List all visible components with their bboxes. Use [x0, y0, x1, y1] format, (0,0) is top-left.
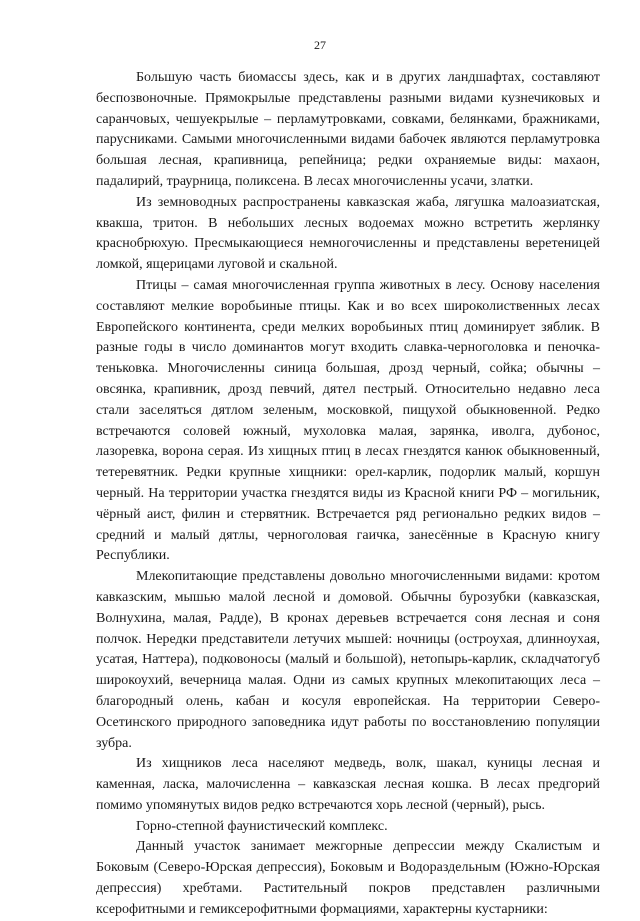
page-number: 27	[314, 38, 326, 52]
paragraph-mammals: Млекопитающие представлены довольно многочисленными видами: кротом кавказским, мышью малой лесной и домовой. Обычны бурозубки (кавказская, Волнухина, малая, Радде), В кронах деревьев встречается соня лесная и соня полчок. Нередки представители летучих мышей: ночницы (остроухая, длинноухая, усатая, Наттера), подковоносы (малый и большой), нетопырь-карлик, складчатогуб широкоухий, вечерница малая. Одни из самых крупных млекопитающих леса – благородный олень, кабан и косуля европейская. На территории Северо-Осетинского природного заповедника идут работы по восстановлению популяции зубра.	[96, 569, 600, 751]
section-heading-mountain-steppe: Горно-степной фаунистический комплекс.	[136, 818, 388, 834]
paragraph-invertebrates: Большую часть биомассы здесь, как и в других ландшафтах, составляют беспозвоночные. Прямокрылые представлены разными видами кузнечиковых и саранчовых, чешуекрылые – перламутровками, совками, белянками, бражниками, парусниками. Самыми многочисленными видами бабочек являются перламутровка большая лесная, крапивница, репейница; редки охраняемые виды: махаон, падалирий, траурница, поликсена. В лесах многочисленны усачи, златки.	[96, 70, 600, 189]
document-body	[96, 68, 600, 921]
paragraph-plot-description: Данный участок занимает межгорные депрессии между Скалистым и Боковым (Северо-Юрская депрессия), Боковым и Водораздельным (Южно-Юрская депрессия) хребтами. Растительный покров представлен различными ксерофитными и гемиксерофитными формациями, характерны кустарники:	[96, 839, 600, 917]
paragraph-predators: Из хищников леса населяют медведь, волк, шакал, куницы лесная и каменная, ласка, малочисленна – кавказская лесная кошка. В лесах предгорий помимо упомянутых видов редко встречаются хорь лесной (черный), рысь.	[96, 756, 600, 813]
paragraph-amphibians: Из земноводных распространены кавказская жаба, лягушка малоазиатская, квакша, тритон. В небольших лесных водоемах можно встретить жерлянку краснобрюхую. Пресмыкающиеся немногочисленны и представлены веретеницей ломкой, ящерицами луговой и скальной.	[96, 194, 600, 273]
paragraph-birds: Птицы – самая многочисленная группа животных в лесу. Основу населения составляют мелкие воробьиные птицы. Как и во всех широколиственных лесах Европейского континента, среди мелких воробьиных птиц доминирует зяблик. В разные годы в число доминантов могут входить славка-черноголовка и пеночка-теньковка. Многочисленны синица большая, дрозд черный, сойка; обычны – овсянка, крапивник, дрозд певчий, дятел пестрый. Относительно недавно леса стали заселяться дятлом зеленым, московкой, пищухой обыкновенной. Редко встречаются соловей южный, мухоловка малая, зарянка, иволга, дубонос, лазоревка, ворона серая. Из хищных птиц в лесах гнездятся канюк обыкновенный, тетеревятник. Редки крупные хищники: орел-карлик, подорлик малый, коршун черный. На территории участка гнездятся виды из Красной книги РФ – могильник, чёрный аист, филин и стервятник. Встречается ряд регионально редких видов – средний и малый дятлы, черноголовая гаичка, занесённые в Красную книгу Республики.	[96, 277, 600, 564]
